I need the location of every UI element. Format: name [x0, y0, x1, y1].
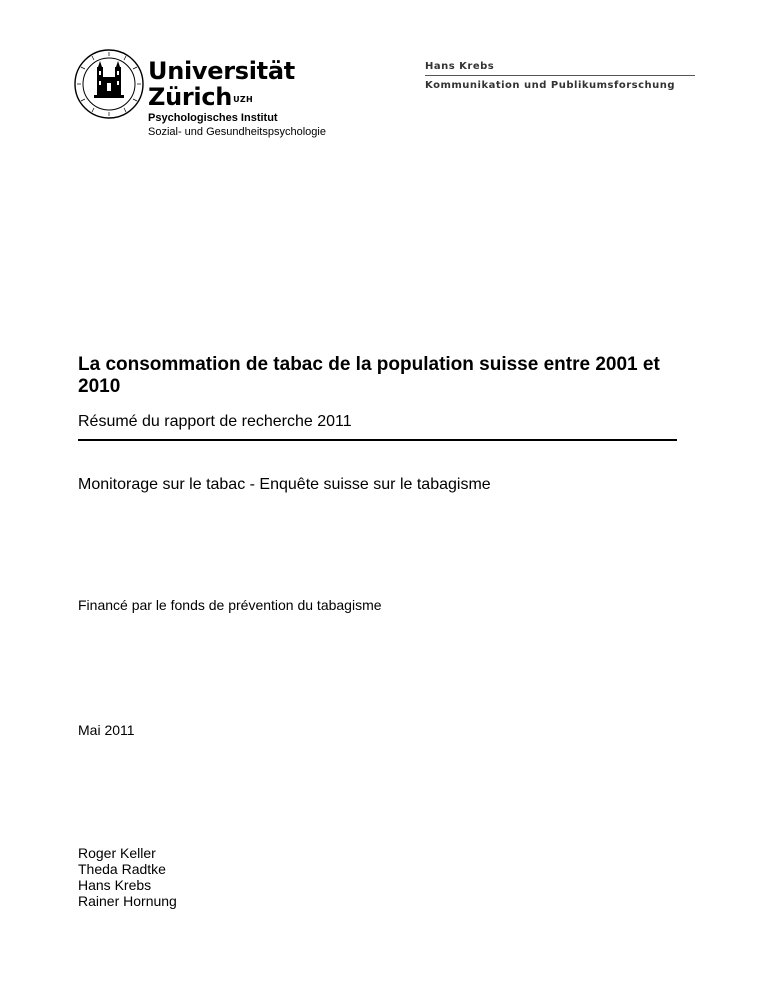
author-name: Hans Krebs: [78, 877, 152, 893]
contact-org: Kommunikation und Publikumsforschung: [425, 80, 676, 91]
funding-note: Financé par le fonds de prévention du tabagisme: [78, 597, 382, 613]
institute-block: [148, 111, 326, 139]
institute-name: Psychologisches Institut: [148, 112, 278, 124]
author-list: [78, 845, 177, 909]
document-date: Mai 2011: [78, 722, 135, 738]
contact-name: Hans Krebs: [425, 61, 495, 72]
author-name: Rainer Hornung: [78, 893, 177, 909]
document-series: Monitorage sur le tabac - Enquête suisse sur le tabagisme: [78, 476, 491, 493]
university-name-line1: Universität: [148, 57, 295, 85]
university-seal-icon: [74, 49, 144, 119]
university-abbr: UZH: [233, 95, 253, 104]
contact-header: [425, 60, 695, 91]
university-name-line2: Zürich: [148, 83, 233, 111]
author-name: Roger Keller: [78, 845, 156, 861]
author-name: Theda Radtke: [78, 861, 166, 877]
contact-divider: [425, 75, 695, 76]
title-divider: [78, 439, 677, 441]
department-name: Sozial- und Gesundheitspsychologie: [148, 126, 326, 138]
university-name: [148, 58, 295, 110]
document-title: La consommation de tabac de la population suisse entre 2001 et 2010: [78, 354, 660, 397]
document-subtitle: Résumé du rapport de recherche 2011: [78, 413, 352, 430]
